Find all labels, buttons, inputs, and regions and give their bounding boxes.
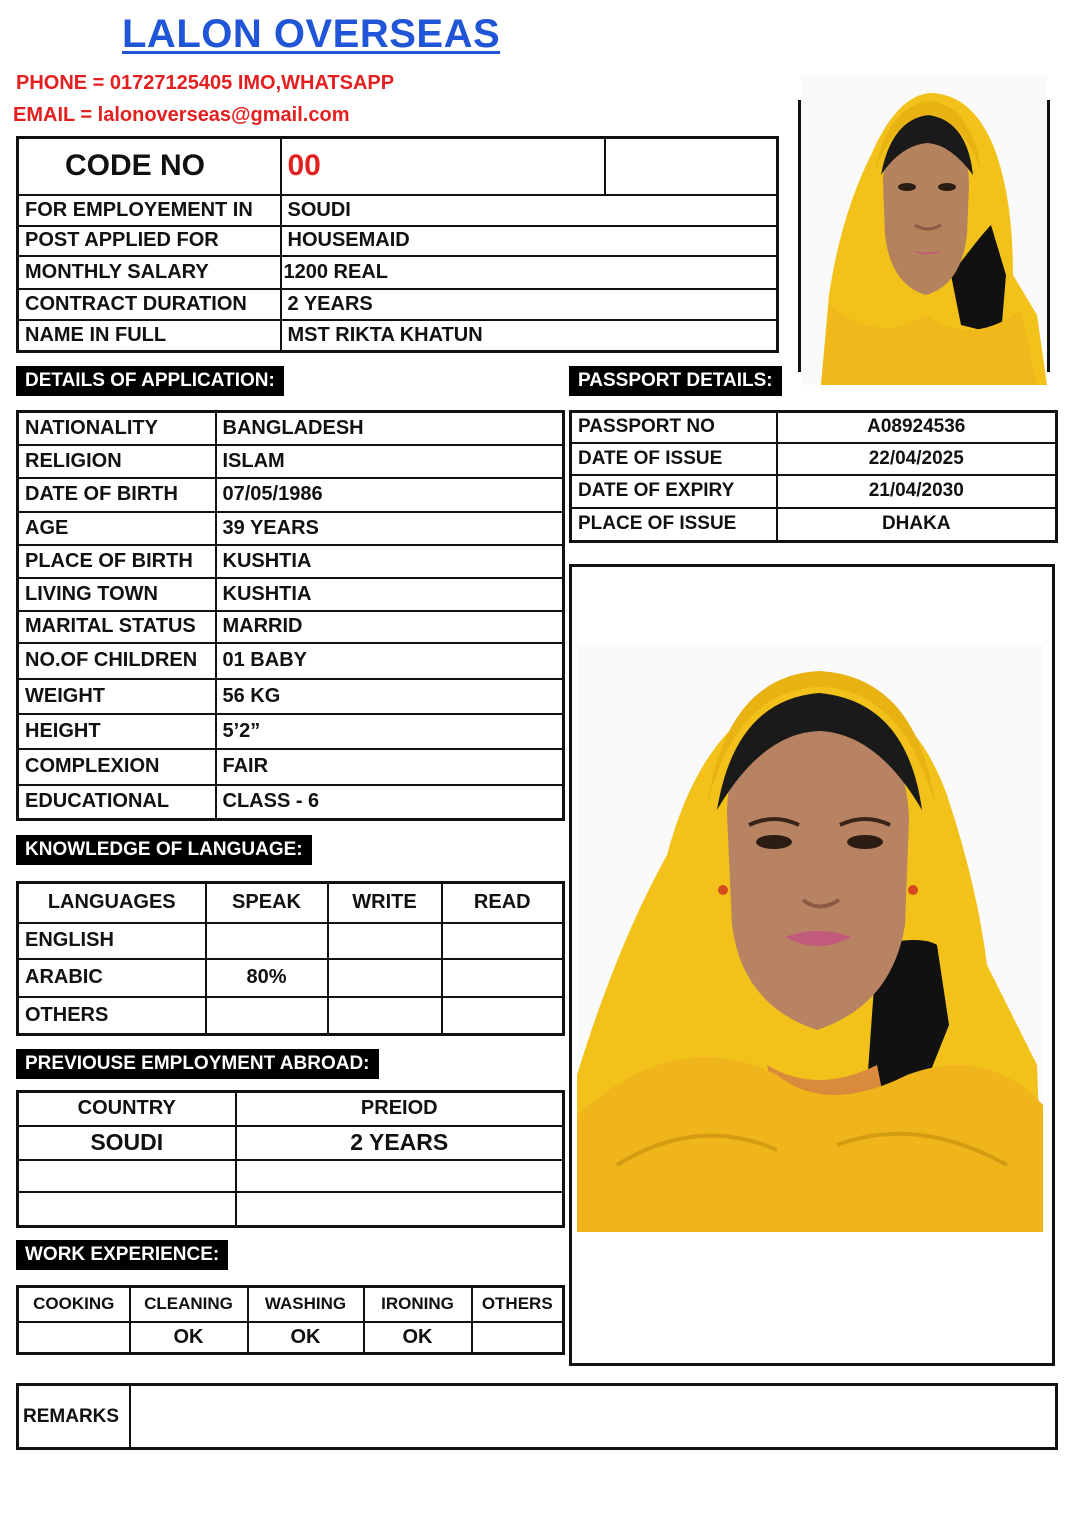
language-header-row <box>18 883 564 923</box>
col-header: SPEAK <box>206 883 328 923</box>
row-label: CONTRACT DURATION <box>18 289 281 320</box>
remarks-label: REMARKS <box>18 1385 130 1449</box>
code-label: CODE NO <box>18 138 281 195</box>
previous-employment-table <box>16 1090 565 1228</box>
table-row <box>18 445 564 478</box>
table-row <box>18 785 564 820</box>
language-name: ENGLISH <box>18 923 206 959</box>
table-row <box>18 289 778 320</box>
read-value <box>442 997 564 1035</box>
row-label: HEIGHT <box>18 714 216 749</box>
row-label: NO.OF CHILDREN <box>18 643 216 679</box>
applicant-photo-large <box>577 645 1043 1232</box>
table-row <box>571 475 1057 508</box>
row-value: BANGLADESH <box>216 412 564 445</box>
country-value <box>18 1192 236 1227</box>
period-value <box>236 1160 564 1192</box>
col-header: IRONING <box>364 1287 472 1322</box>
applicant-photo-small <box>801 75 1047 385</box>
write-value <box>328 997 442 1035</box>
language-name: OTHERS <box>18 997 206 1035</box>
row-value: DHAKA <box>777 508 1057 542</box>
table-row <box>18 1192 564 1227</box>
applicant-photo-icon <box>801 75 1047 385</box>
row-value: ISLAM <box>216 445 564 478</box>
language-table <box>16 881 565 1036</box>
row-value: 39 YEARS <box>216 512 564 545</box>
row-label: DATE OF BIRTH <box>18 478 216 512</box>
table-row <box>18 512 564 545</box>
row-label: NAME IN FULL <box>18 320 281 352</box>
work-experience-heading: WORK EXPERIENCE: <box>16 1240 228 1270</box>
table-row <box>18 643 564 679</box>
period-value <box>236 1192 564 1227</box>
table-row <box>18 923 564 959</box>
code-row <box>18 138 778 195</box>
row-value: CLASS - 6 <box>216 785 564 820</box>
header-info-table <box>16 136 779 353</box>
knowledge-of-language-heading: KNOWLEDGE OF LANGUAGE: <box>16 835 312 865</box>
washing-value: OK <box>248 1322 364 1354</box>
read-value <box>442 923 564 959</box>
row-value: 2 YEARS <box>281 289 778 320</box>
row-label: EDUCATIONAL <box>18 785 216 820</box>
row-value: 01 BABY <box>216 643 564 679</box>
table-row <box>18 1322 564 1354</box>
col-header: CLEANING <box>130 1287 248 1322</box>
row-label: PLACE OF BIRTH <box>18 545 216 578</box>
row-value: 1200 REAL <box>281 256 778 289</box>
row-label: DATE OF ISSUE <box>571 443 777 475</box>
table-row <box>18 959 564 997</box>
col-header: WRITE <box>328 883 442 923</box>
country-value <box>18 1160 236 1192</box>
table-row <box>18 679 564 714</box>
country-value: SOUDI <box>18 1126 236 1160</box>
remarks-value <box>130 1385 1057 1449</box>
row-value: HOUSEMAID <box>281 226 778 256</box>
details-of-application-heading: DETAILS OF APPLICATION: <box>16 366 284 396</box>
row-value: MARRID <box>216 611 564 643</box>
cooking-value <box>18 1322 130 1354</box>
col-header: COUNTRY <box>18 1092 236 1126</box>
table-row <box>18 226 778 256</box>
row-label: LIVING TOWN <box>18 578 216 611</box>
passport-details-table <box>569 410 1058 543</box>
row-value: 22/04/2025 <box>777 443 1057 475</box>
row-label: PASSPORT NO <box>571 412 777 443</box>
table-row <box>18 545 564 578</box>
row-value: MST RIKTA KHATUN <box>281 320 778 352</box>
row-value: 21/04/2030 <box>777 475 1057 508</box>
read-value <box>442 959 564 997</box>
row-label: MONTHLY SALARY <box>18 256 281 289</box>
work-experience-table <box>16 1285 565 1355</box>
table-row <box>18 578 564 611</box>
col-header: READ <box>442 883 564 923</box>
table-row <box>18 195 778 226</box>
row-value: A08924536 <box>777 412 1057 443</box>
row-label: PLACE OF ISSUE <box>571 508 777 542</box>
remarks-table <box>16 1383 1058 1450</box>
table-row <box>18 749 564 785</box>
row-label: POST APPLIED FOR <box>18 226 281 256</box>
phone-line: PHONE = 01727125405 IMO,WHATSAPP <box>16 72 395 94</box>
row-label: DATE OF EXPIRY <box>571 475 777 508</box>
passport-details-heading: PASSPORT DETAILS: <box>569 366 782 396</box>
table-row <box>18 714 564 749</box>
table-row <box>18 412 564 445</box>
col-header: PREIOD <box>236 1092 564 1126</box>
period-value: 2 YEARS <box>236 1126 564 1160</box>
work-header-row <box>18 1287 564 1322</box>
others-value <box>472 1322 564 1354</box>
col-header: LANGUAGES <box>18 883 206 923</box>
row-value: FAIR <box>216 749 564 785</box>
table-row <box>18 256 778 289</box>
email-line: EMAIL = lalonoverseas@gmail.com <box>13 104 350 126</box>
table-row <box>18 1126 564 1160</box>
row-value: 56 KG <box>216 679 564 714</box>
row-value: 5’2” <box>216 714 564 749</box>
row-value: KUSHTIA <box>216 578 564 611</box>
speak-value <box>206 997 328 1035</box>
row-label: RELIGION <box>18 445 216 478</box>
table-row <box>571 508 1057 542</box>
row-label: NATIONALITY <box>18 412 216 445</box>
code-value: 00 <box>281 138 605 195</box>
table-row <box>18 1160 564 1192</box>
table-row <box>18 320 778 352</box>
write-value <box>328 923 442 959</box>
application-details-table <box>16 410 565 821</box>
previous-employment-heading: PREVIOUSE EMPLOYMENT ABROAD: <box>16 1049 379 1079</box>
row-label: MARITAL STATUS <box>18 611 216 643</box>
table-row <box>18 611 564 643</box>
row-label: FOR EMPLOYEMENT IN <box>18 195 281 226</box>
employment-header-row <box>18 1092 564 1126</box>
code-blank-cell <box>605 138 778 195</box>
ironing-value: OK <box>364 1322 472 1354</box>
col-header: WASHING <box>248 1287 364 1322</box>
row-label: AGE <box>18 512 216 545</box>
agency-title: LALON OVERSEAS <box>122 12 501 56</box>
table-row <box>571 412 1057 443</box>
row-label: WEIGHT <box>18 679 216 714</box>
speak-value: 80% <box>206 959 328 997</box>
table-row <box>18 478 564 512</box>
applicant-photo-icon <box>577 645 1043 1232</box>
row-value: SOUDI <box>281 195 778 226</box>
write-value <box>328 959 442 997</box>
row-value: 07/05/1986 <box>216 478 564 512</box>
col-header: OTHERS <box>472 1287 564 1322</box>
language-name: ARABIC <box>18 959 206 997</box>
speak-value <box>206 923 328 959</box>
table-row <box>571 443 1057 475</box>
row-value: KUSHTIA <box>216 545 564 578</box>
col-header: COOKING <box>18 1287 130 1322</box>
remarks-row <box>18 1385 1057 1449</box>
table-row <box>18 997 564 1035</box>
row-label: COMPLEXION <box>18 749 216 785</box>
cleaning-value: OK <box>130 1322 248 1354</box>
